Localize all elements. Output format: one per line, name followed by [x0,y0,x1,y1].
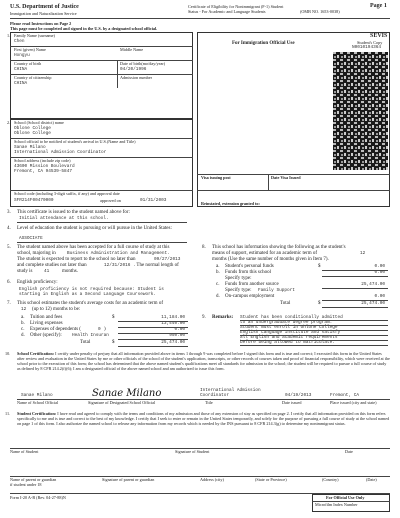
school-address-1: 43600 Mission Boulevard [14,164,75,169]
item5-line5: . The normal length of [134,263,179,268]
form-title-line1: Certificate of Eligibility for Nonimmigrant (F-1) Student [188,4,284,9]
remarks-6: before being allowed to matriculate. [240,340,335,345]
school-certification-heading: School Certification: [17,351,55,356]
cost-d-letter: d. [21,333,25,338]
item7-line1: This school estimates the student's average costs for an academic term of [17,301,163,306]
form-title-line2: Status - For Academic and Language Students [188,9,266,14]
support-personal-amount: 0.00 [374,264,385,269]
item5-line4: and complete studies not later than [17,263,87,268]
school-name-label: School (School district) name [14,120,64,125]
official-use-only-label: For Official Use Only [326,495,365,500]
item8-line1: This school has information showing the following as the student's [212,245,346,250]
sign-place: Fremont, CA [330,393,359,398]
remarks-2: to an undergraduate degree program. [240,320,333,325]
address-caption: Address (city) [200,477,224,482]
dob-label: Date of birth(mo/day/year) [120,61,166,66]
i20-form-page: U.S. Department of Justice Immigration and Naturalization Service Certificate of Eligibility for Nonimmigrant (F-1) Student Status - For Academic and Language Students (OMB NO. 1653-0038) Page 1 Please read Instructions on Page 2 This page must be completed and signed in the U.S. by a designated school official. 1. Family Name (surname) Chen First (given) Name Middle Name Hongyu Country of birth Date of birth(mo/day/year) CHINA 04/20/1996 Country of citizenship Admission number CHINA 2. School (School district) name Oblone College Oblone College School official to be notified of student's arrival in U.S.(Name and Title) Sanae Milano International Admission Coordinator School address (include zip code) 43600 Mission Boulevard Fremont, CA 94539-5847 School code (including 3-digit suffix, if any) and approval date SFR214F00470000 approved on 01/31/2003 For Immigration Official Use SEVIS Student's Copy N0010194364 Visa issuing post Date Visa Issued Reinstated, extension granted to: 3. This certificate is issued to the student named above for: Initial attendance at this school. 4. Level of education the student is pursuing or will pursue in the United States: ASSOCIATE 5. The student named above has been accepted for a full course of study at this school, majoring in Business Administration and Management. The student is expected to report to the school no later than 09/27/2013 and complete studies not later than 12/31/2016 . The normal length of study is 41 months. 6. English proficiency: English proficiency is not required because: Student is starting in English as a Second Language Coursework. 7. This school estimates the student's average costs for an academic term of 12 (up to 12) months to be: a. Tuition and fees $ 11,184.00 b. Living expenses 13,440.00 c. Expenses of dependents ( 0 ) 0.00 d. Other (specify): Health Insuran 950.00 Total $ 25,474.00 8. This school has information showing the following as the student's means of support, estimated for an academic term of 12 months (Use the same number of months given in Item 7). a. Student's personal funds $ 0.00 b. Funds from this school 0.00 Specify type: c. Funds from another source 25,474.00 Specify type: Family Support d. On-campus employment 0.00 Total $ 25,474.00 9. Remarks: Student has been conditionally admitted to an undergraduate degree program. Student must enroll in Ohlone College English Language Institute and satisfy all English and academic requirements before being allowed to matriculate. 10. School Certification: I certify under penalty of perjury that all information provided above in items 1 through 9 was completed before I signed this form and is true and correct; I executed this form in the United States after review and evaluation in the United States by me or other officials of the school of the student's application, transcripts, or other records of courses taken and proof of financial responsibility, which were received at the school prior to the execution of this form; the school has determined that the above named student's qualifications meet all standards for admission to the school; the student will be required to pursue a full course of study as defined by 8 CFR 214.2(f)(6); I am a designated official of the above named school and am authorized to issue this form. Sanae Milano Sanae Milano International Admission Coordinator 04/19/2013 Fremont, CA Name of School Official Signature of Designated School Official Title Date issued Place issued (city and state) 11. Student Certification: I have read and agreed to comply with the terms and conditions of my admission and those of any extension of stay as specified on page 2. I certify that all information provided on this form refers specifically to me and is true and correct to the best of my knowledge. I certify that I seek to enter or remain in the United States temporarily, and solely for the purpose of pursuing a full course of study at the school named on page 1 of this form. I also authorize the named school to release any information from my records which is needed by the INS pursuant to 8 CFR 214.3(g) to determine my nonimmigrant status. Name of Student Signature of Student Date Name of parent or guardian Signature of parent or guardian Address (city) (State or Province) (Country) (Date) if student under 18 Form I-20 A-B (Rev. 04-27-88)N For Official Use Only Microfilm Index Number [0,0,400,518]
state-caption: (State or Province) [255,477,287,482]
service-name: Immigration and Naturalization Service [10,11,77,16]
support-other-label: Funds from another source [225,282,279,287]
under-18-caption: if student under 18 [10,482,42,487]
citizenship-value: CHINA [14,81,28,86]
school-code-value: SFR214F00470000 [14,198,54,203]
agency-title: U.S. Department of Justice [10,4,79,10]
item5-complete-date: 12/31/2016 [104,263,131,268]
support-school-amount: 0.00 [374,270,385,275]
cost-b-letter: b. [21,321,25,326]
student-certification [17,411,390,426]
first-name-value: Hongyu [14,53,30,58]
students-copy-label: Student's Copy [357,40,383,45]
student-signature-caption: Signature of Student [175,449,210,454]
item7-line2: (up to 12) months to be: [32,307,81,312]
place-issued-caption: Place issued (city and state) [330,400,377,405]
school-certification-text: I certify under penalty of perjury that all information provided above in items 1 through 9 was completed before I signed this form and is true and correct; I executed this form in the United States after review and evaluation in the United States by me or other officials of the school of the student's application, transcripts, or other records of courses taken and proof of financial responsibility, which were received at the school prior to the execution of this form; the school has determined that the above named student's qualifications meet all standards for admission to the school; the student will be required to pursue a full course of study as defined by 8 CFR 214.2(f)(6); I am a designated official of the above named school and am authorized to issue this form. [17,351,390,371]
item6-label: English proficiency: [17,280,58,285]
support-b-letter: b. [216,270,220,275]
school-address-2: Fremont, CA 94539-5847 [14,169,72,174]
school-name-2: Oblone College [14,131,51,136]
signer-name: Sanae Milano [21,393,53,398]
official-use-title: For Immigration Official Use [232,41,295,46]
admission-label: Admission number [120,75,152,80]
cost-living-amount: 13,440.00 [161,321,185,326]
cost-total-label: Total [80,340,91,345]
date-visa-issued-label: Date Visa Issued [271,175,301,180]
support-family-type-label: Specify type: [225,288,252,293]
signer-title-1: International Admission [200,388,261,393]
school-name-1: Oblone College [14,126,51,131]
parent-name-caption: Name of parent or guardian [10,477,57,482]
item5-months: 41 [44,269,50,274]
support-a-letter: a. [216,264,220,269]
remarks-5: all English and academic requirements [240,335,338,340]
official-signature: Sanae Milano [92,388,162,399]
cost-other-label: Other (specify): [30,333,62,338]
cost-dependents-count: 0 [98,327,101,332]
remarks-4: English Language Institute and satisfy [240,330,341,335]
cost-tuition-amount: 11,184.00 [161,315,185,320]
item8-line2: means of support, estimated for an academic term of [212,251,318,256]
support-d-letter: d. [216,294,220,299]
cost-dependents-label: Expenses of dependents ( [30,327,81,332]
sevis-barcode [333,52,388,170]
instructions-line2: This page must be completed and signed in the U.S. by a designated school official. [10,26,158,31]
middle-name-label: Middle Name [120,47,144,52]
item5-line3: The student is expected to report to the school no later than [17,257,136,262]
dollar-sign: $ [318,264,321,269]
sevis-number: N0010194364 [352,45,381,50]
item5-line2: school, majoring in [17,251,56,256]
parent-signature-caption: Signature of parent or guardian [102,477,155,482]
dollar-sign: $ [112,340,115,345]
omb-number: (OMB NO. 1653-0038) [300,9,340,14]
support-other-amount: 25,474.00 [361,282,385,287]
page-number: Page 1 [370,3,387,9]
item5-report-date: 09/27/2013 [154,257,181,262]
dollar-sign: $ [112,315,115,320]
first-name-label: First (given) Name [14,47,46,52]
birth-country-value: CHINA [14,67,28,72]
school-address-label: School address (include zip code) [14,158,71,163]
paren-close: ) [104,327,106,332]
school-official-label: School official to be notified of student's arrival in U.S.(Name and Title) [14,139,136,144]
student-name-caption: Name of Student [10,449,39,454]
support-total-amount: 25,474.00 [361,301,385,306]
signature-caption: Signature of Designated School Official [88,400,156,405]
cost-living-label: Living expenses [30,321,63,326]
support-family-type-value: Family Support [258,288,295,293]
country-caption: (Country) [322,477,339,482]
sevis-label: SEVIS [370,33,388,39]
item6-value-2: starting in English as a Second Language Coursework. [19,292,157,297]
instructions-line1: Please read Instructions on Page 2 [10,21,72,26]
item6-value-1: English proficiency is not required because: Student is [19,287,164,292]
school-certification [17,351,390,371]
citizenship-label: Country of citizenship [14,75,52,80]
cost-dependents-amount: 0.00 [174,327,185,332]
item5-major: Business Administration and Management. [67,251,170,256]
cost-other-specify: Health Insuran [72,333,109,338]
approved-on-label: approved on [100,198,121,203]
item8-term: 12 [360,251,366,256]
cost-total-amount: 25,474.00 [161,340,185,345]
dob-value: 04/20/1996 [120,67,147,72]
birth-country-label: Country of birth [14,61,42,66]
item7-term: 12 [21,307,27,312]
item5-months-label: months. [62,269,78,274]
microfilm-index-label: Microfilm Index Number [315,502,358,507]
cost-other-amount: 950.00 [169,333,185,338]
remarks-3: Student must enroll in Ohlone College [240,325,338,330]
student-date-caption: Date [345,449,353,454]
signer-title-2: Coordinator [200,393,229,398]
family-name-value: Chen [14,39,25,44]
sign-date: 04/19/2013 [285,393,312,398]
support-c-letter: c. [216,282,220,287]
date-issued-caption: Date issued [282,400,302,405]
title-caption: Title [205,400,213,405]
support-type-label: Specify type: [225,276,252,281]
school-official-name: Sanae Milano [14,145,46,150]
item4-value: ASSOCIATE [19,236,43,241]
cost-a-letter: a. [21,315,25,320]
item5-line6: study is [17,269,33,274]
reinstated-label: Reinstated, extension granted to: [201,201,260,206]
form-number: Form I-20 A-B (Rev. 04-27-88)N [10,495,66,500]
cost-c-letter: c. [21,327,25,332]
support-total-label: Total [280,301,291,306]
item3-label: This certificate is issued to the student named above for: [17,210,130,215]
support-employment-amount: 0.00 [374,294,385,299]
school-official-name-caption: Name of School Official [17,400,59,405]
student-certification-heading: Student Certification: [17,411,57,416]
item5-line1: The student named above has been accepted for a full course of study at this [17,245,170,250]
family-name-label: Family Name (surname) [14,33,55,38]
support-personal-label: Student's personal funds [225,264,274,269]
support-employment-label: On-campus employment [225,294,275,299]
barcode-pattern [333,52,388,170]
item8-line3: months (Use the same number of months given in Item 7). [212,257,329,262]
item3-value: Initial attendance at this school. [19,216,109,221]
student-certification-text: I have read and agreed to comply with the terms and conditions of my admission and those of any extension of stay as specified on page 2. I certify that all information provided on this form refers specifically to me and is true and correct to the best of my knowledge. I certify that I seek to enter or remain in the United States temporarily, and solely for the purpose of pursuing a full course of study at the school named on page 1 of this form. I also authorize the named school to release any information from my records which is needed by the INS pursuant to 8 CFR 214.3(g) to determine my nonimmigrant status. [17,411,390,426]
dollar-sign: $ [318,301,321,306]
visa-issuing-post-label: Visa issuing post [201,175,231,180]
approval-date: 01/31/2003 [140,198,167,203]
cost-tuition-label: Tuition and fees [30,315,63,320]
date2-caption: (Date) [366,477,377,482]
item4-label: Level of education the student is pursuing or will pursue in the United States: [17,226,172,231]
school-code-label: School code (including 3-digit suffix, if any) and approval date [14,191,120,196]
school-official-title: International Admission Coordinator [14,150,107,155]
remarks-1: Student has been conditionally admitted [240,315,343,320]
item9-label: Remarks: [212,315,234,320]
support-school-label: Funds from this school [225,270,271,275]
